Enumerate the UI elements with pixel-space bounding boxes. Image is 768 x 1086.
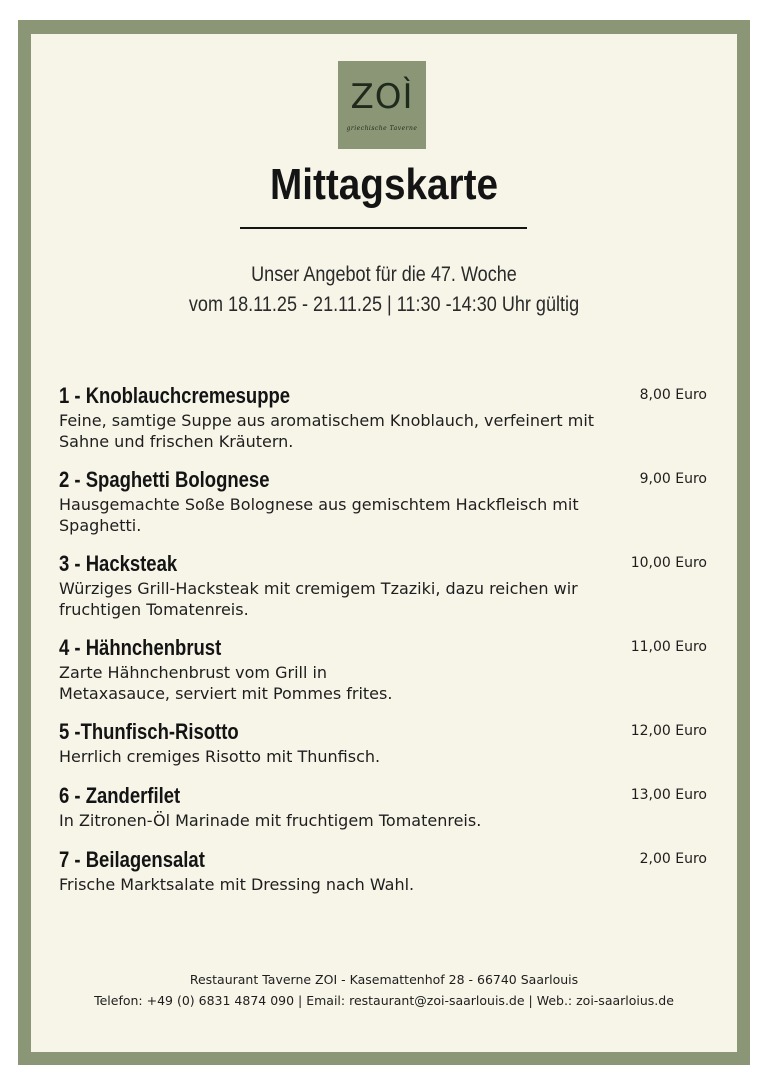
- menu-item-price: 11,00 Euro: [630, 639, 707, 655]
- menu-item-name: 3 - Hacksteak: [59, 551, 178, 576]
- menu-item-name: 1 - Knoblauchcremesuppe: [59, 383, 291, 408]
- menu-item-description: Herrlich cremiges Risotto mit Thunfisch.: [59, 747, 381, 766]
- footer-address: Restaurant Taverne ZOI - Kasemattenhof 28 - 66740 Saarlouis: [189, 972, 579, 987]
- offer-line: Unser Angebot für die 47. Woche: [251, 263, 517, 286]
- menu-item-price: 13,00 Euro: [630, 787, 707, 803]
- menu-item-price: 9,00 Euro: [639, 471, 707, 487]
- menu-item-price: 12,00 Euro: [630, 723, 707, 739]
- logo-tagline: griechische Taverne: [346, 125, 418, 132]
- menu-item-name: 7 - Beilagensalat: [59, 847, 205, 872]
- menu-item-description: Zarte Hähnchenbrust vom Grill in Metaxasauce, serviert mit Pommes frites.: [59, 663, 393, 703]
- menu-item-price: 2,00 Euro: [639, 851, 707, 867]
- menu-item-name: 2 - Spaghetti Bolognese: [59, 467, 270, 492]
- menu-item-description: In Zitronen-Öl Marinade mit fruchtigem Tomatenreis.: [59, 811, 482, 830]
- menu-item-name: 6 - Zanderfilet: [59, 783, 181, 808]
- page-title: Mittagskarte: [269, 160, 499, 209]
- menu-item-description: Hausgemachte Soße Bolognese aus gemischtem Hackfleisch mit Spaghetti.: [59, 495, 579, 535]
- restaurant-logo: [338, 61, 426, 149]
- logo-wordmark: ZOÌ: [350, 77, 414, 117]
- validity-line: vom 18.11.25 - 21.11.25 | 11:30 -14:30 Uhr gültig: [188, 293, 580, 316]
- menu-item-price: 10,00 Euro: [630, 555, 707, 571]
- menu-item-description: Frische Marktsalate mit Dressing nach Wahl.: [59, 875, 415, 894]
- menu-item-price: 8,00 Euro: [639, 387, 707, 403]
- title-underline: [240, 227, 527, 229]
- menu-item-description: Würziges Grill-Hacksteak mit cremigem Tzaziki, dazu reichen wir fruchtigen Tomatenreis.: [59, 579, 578, 619]
- menu-item-name: 5 -Thunfisch-Risotto: [59, 719, 239, 744]
- footer-contact: Telefon: +49 (0) 6831 4874 090 | Email: restaurant@zoi-saarlouis.de | Web.: zoi-saarloius.de: [94, 993, 674, 1008]
- menu-item-name: 4 - Hähnchenbrust: [59, 635, 222, 660]
- menu-item-description: Feine, samtige Suppe aus aromatischem Knoblauch, verfeinert mit Sahne und frischen Kräutern.: [59, 411, 595, 451]
